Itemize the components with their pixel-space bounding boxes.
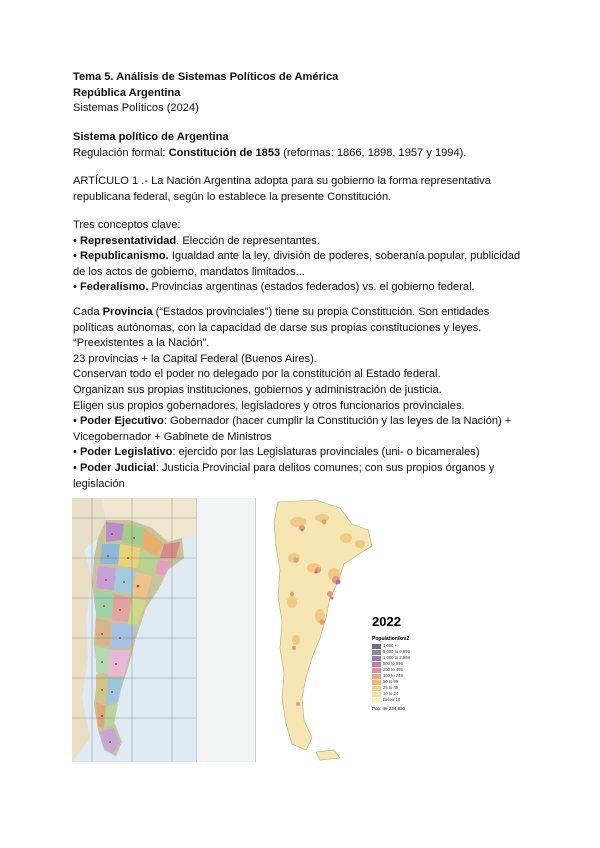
legend-label: 5,000 to 9,999	[383, 649, 410, 654]
legend-swatch	[372, 698, 381, 703]
provinces-paragraph-line-1	[73, 305, 543, 321]
concepts-block	[73, 218, 543, 296]
list-item	[73, 414, 543, 430]
concepts-intro: Tres conceptos clave:	[73, 219, 181, 231]
concept-term: Republicanismo.	[79, 250, 169, 263]
list-item	[73, 280, 543, 296]
power-continuation: legislación	[73, 477, 125, 490]
list-item	[73, 249, 543, 265]
political-map	[72, 498, 196, 762]
provinces-count: 23 provincias + la Capital Federal (Buenos Aires).	[73, 352, 317, 365]
document-subtitle: República Argentina	[73, 86, 181, 99]
concept-term: Federalismo.	[79, 281, 149, 294]
legend-total-population: Pop: 46,234,830	[372, 706, 406, 711]
bullet: •	[73, 415, 77, 428]
article-line-1: ARTÍCULO 1 .- La Nación Argentina adopta para su gobierno la forma representativa	[73, 175, 491, 187]
legend-label: 10 to 24	[383, 691, 399, 696]
power-term: Poder Judicial	[79, 461, 156, 474]
document-header	[73, 70, 543, 117]
regulation-constitution: Constitución de 1853	[168, 146, 281, 159]
provinces-retain-power: Conservan todo el poder no delegado por la constitución al Estado federal.	[73, 368, 441, 381]
regulation-prefix: Regulación formal:	[73, 146, 169, 159]
legend-label: Below 10	[383, 697, 401, 702]
list-item	[73, 461, 543, 477]
legend-swatch	[372, 650, 381, 655]
legend-label: 50 to 99	[383, 679, 399, 684]
list-item	[73, 445, 543, 461]
power-term: Poder Ejecutivo	[79, 415, 164, 428]
legend-swatch	[372, 692, 381, 697]
legend-entry	[372, 698, 422, 704]
population-legend	[368, 608, 422, 716]
legend-label: 1,000 +	[383, 643, 398, 648]
legend-year: 2022	[372, 614, 401, 629]
provinces-term: Provincia	[102, 306, 153, 318]
provinces-paragraph-line-3: “Preexistentes a la Nación”.	[73, 337, 210, 350]
legend-swatch	[372, 662, 381, 667]
document-title: Tema 5. Análisis de Sistemas Políticos de América	[73, 71, 339, 83]
bullet: •	[73, 234, 77, 247]
legend-label: 25 to 49	[383, 685, 399, 690]
concept-term: Representatividad	[79, 234, 177, 247]
regulation-line	[73, 146, 543, 162]
bullet: •	[73, 461, 77, 474]
provinces-prefix: Cada	[73, 306, 103, 318]
provinces-paragraph-line-2: políticas autónomas, con la capacidad de darse sus propias constituciones y leyes.	[73, 321, 482, 334]
legend-title: Population/km2	[372, 636, 410, 642]
legend-swatch	[372, 674, 381, 679]
power-continuation: Vicegobernador + Gabinete de Ministros	[73, 430, 272, 443]
course-label: Sistemas Políticos (2024)	[73, 102, 199, 115]
argentina-maps-figure	[72, 498, 422, 762]
legend-swatch	[372, 686, 381, 691]
provinces-rest: (“Estados provinciales”) tiene su propia Constitución. Son entidades	[152, 306, 490, 318]
legend-label: 100 to 249	[383, 673, 403, 678]
political-map-graphic	[72, 498, 196, 762]
map-separator	[196, 498, 256, 762]
power-term: Poder Legislativo	[79, 446, 173, 459]
article-block	[73, 174, 543, 205]
bullet: •	[73, 281, 77, 294]
legend-label: 500 to 999	[383, 661, 403, 666]
section-heading: Sistema político de Argentina	[73, 131, 229, 143]
concept-description: Provincias argentinas (estados federados) vs. el gobierno federal.	[148, 281, 475, 294]
power-description: : ejercido por las Legislaturas provinciales (uni- o bicamerales)	[172, 446, 480, 459]
power-description: : Justicia Provincial para delitos comunes; con sus propios órganos y	[155, 461, 495, 474]
concept-description: Igualdad ante la ley, división de poderes, soberanía popular, publicidad	[168, 250, 521, 263]
concept-continuation: de los actos de gobierno, mandatos limitados...	[73, 265, 305, 278]
article-line-2: republicana federal, según lo establece la presente Constitución.	[73, 190, 392, 203]
power-description: : Gobernador (hacer cumplir la Constitución y las leyes de la Nación) +	[163, 415, 512, 428]
provinces-organize: Organizan sus propias instituciones, gobiernos y administración de justicia.	[73, 383, 442, 396]
legend-swatch	[372, 644, 381, 649]
legend-label: 250 to 499	[383, 667, 403, 672]
regulation-reforms: (reformas: 1866, 1898, 1957 y 1994).	[280, 146, 467, 159]
concept-description: . Elección de representantes.	[176, 234, 320, 247]
bullet: •	[73, 250, 77, 263]
bullet: •	[73, 446, 77, 459]
section-intro	[73, 130, 543, 161]
provinces-block	[73, 305, 543, 492]
legend-swatch	[372, 656, 381, 661]
list-item	[73, 234, 543, 250]
legend-swatch	[372, 680, 381, 685]
provinces-elect: Eligen sus propios gobernadores, legisladores y otros funcionarios provinciales.	[73, 399, 465, 412]
legend-swatch	[372, 668, 381, 673]
legend-label: 1,000 to 2,999	[383, 655, 410, 660]
population-density-map	[256, 498, 422, 762]
